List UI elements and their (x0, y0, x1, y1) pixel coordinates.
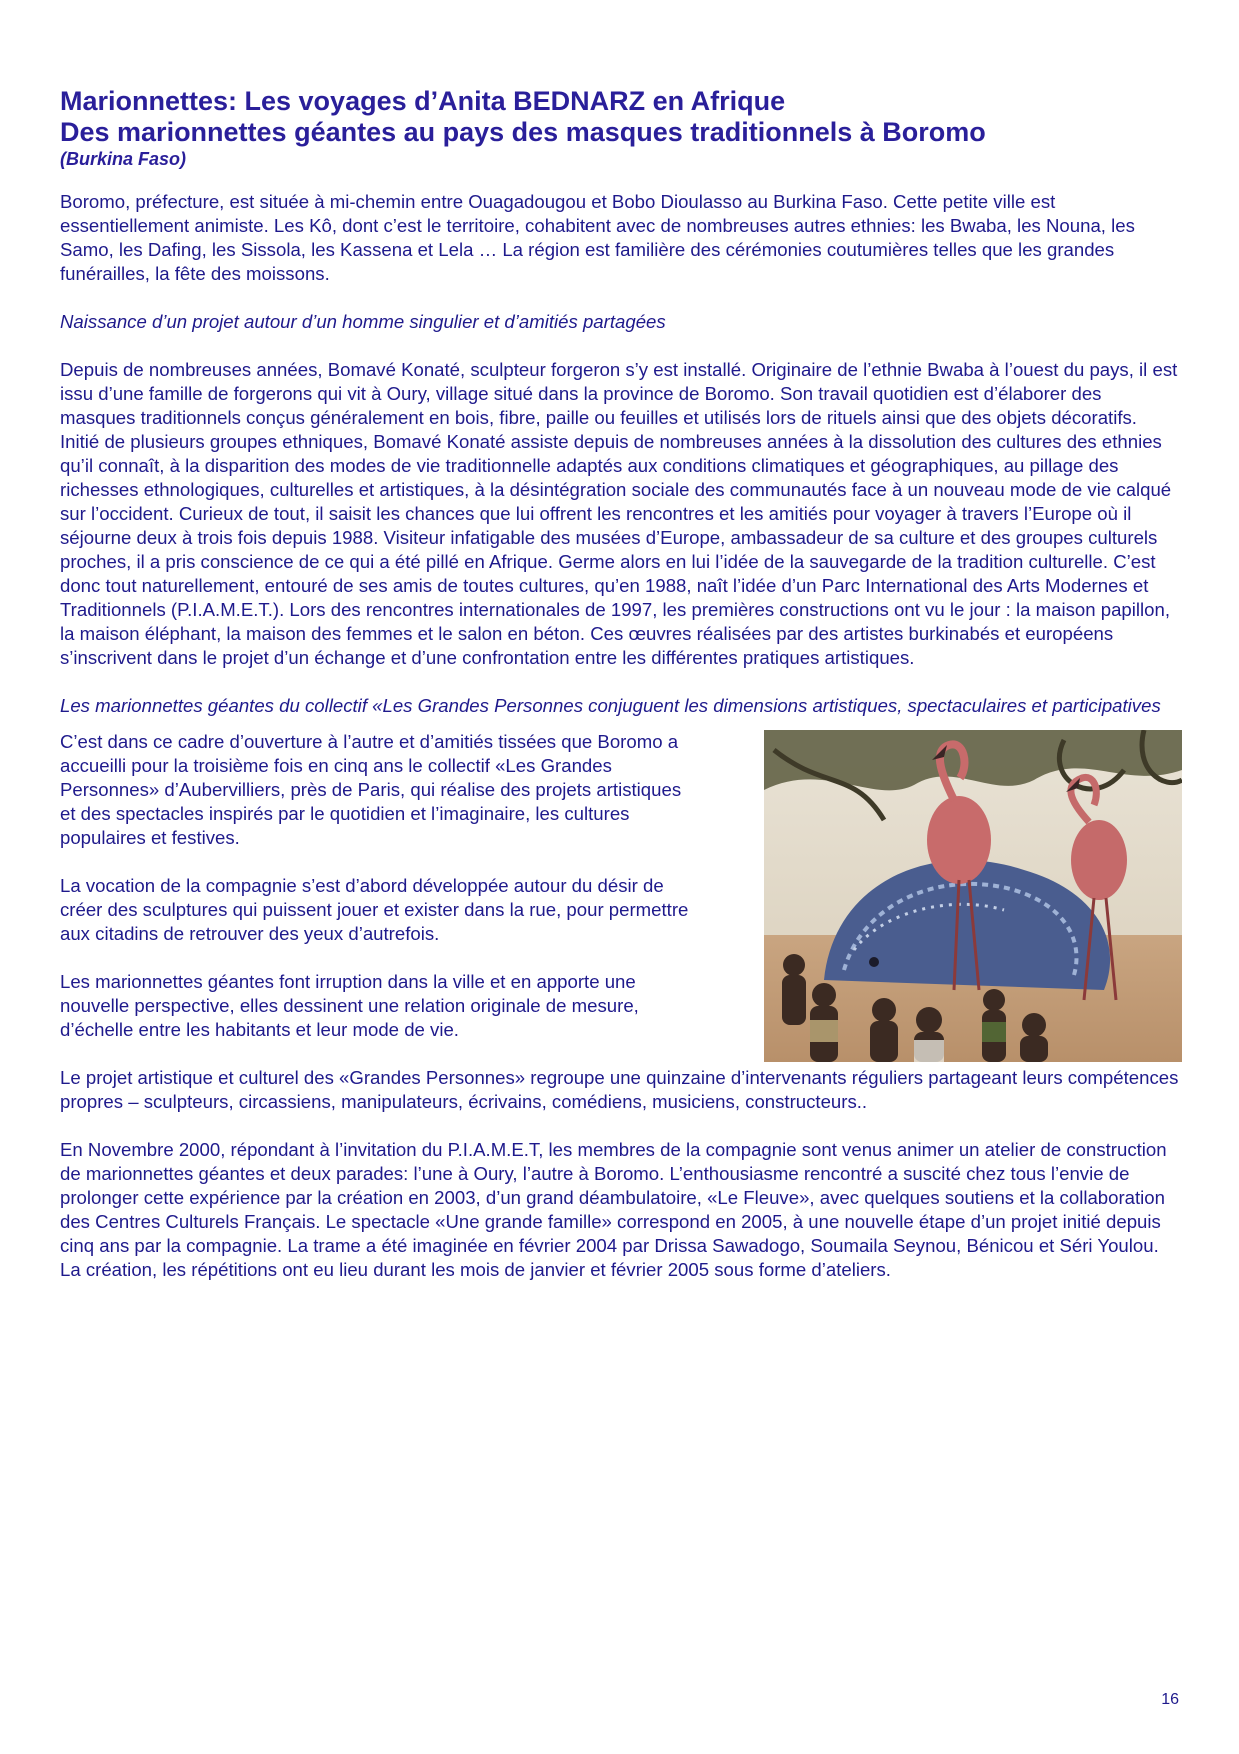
section1-paragraph1: Depuis de nombreuses années, Bomavé Konaté, sculpteur forgeron s’y est installé. Originaire de l’ethnie Bwaba à l’ouest du pays, il est issu d’une famille de forgerons qui vit à Oury, village situé dans la province de Boromo. Son travail quotidien est d’élaborer des masques traditionnels conçus généralement en bois, fibre, paille ou feuilles et utilisés lors de rituels ainsi que des objets décoratifs. (60, 359, 1178, 428)
text-with-photo (60, 730, 1182, 1042)
section2-heading: Les marionnettes géantes du collectif «Les Grandes Personnes conjuguent les dimensions artistiques, spectaculaires et participatives (60, 695, 1161, 716)
page-subtitle: (Burkina Faso) (60, 149, 187, 169)
section2-paragraph1: C’est dans ce cadre d’ouverture à l’autre et d’amitiés tissées que Boromo a accueilli pour la troisième fois en cinq ans le collectif «Les Grandes Personnes» d’Aubervilliers, près de Paris, qui réalise des projets artistiques et des spectacles inspirés par le quotidien et l’imaginaire, les cultures populaires et festives. (60, 731, 682, 848)
page-number: 16 (1161, 1691, 1179, 1708)
section1-heading: Naissance d’un projet autour d’un homme singulier et d’amitiés partagées (60, 311, 666, 332)
intro-paragraph: Boromo, préfecture, est située à mi-chemin entre Ouagadougou et Bobo Dioulasso au Burkina Faso. Cette petite ville est essentiellement animiste. Les Kô, dont c’est le territoire, cohabitent avec de nombreuses autres ethnies: les Bwaba, les Nouna, les Samo, les Dafing, les Sissola, les Kassena et Lela … La région est familière des cérémonies coutumières telles que les grandes funérailles, la fête des moissons. (60, 191, 1135, 284)
section2-paragraph5: En Novembre 2000, répondant à l’invitation du P.I.A.M.E.T, les membres de la compagnie sont venus animer un atelier de construction de marionnettes géantes et deux parades: l’une à Oury, l’autre à Boromo. L’enthousiasme rencontré a suscité chez tous l’envie de prolonger cette expérience par la création en 2003, d’un grand déambulatoire, «Le Fleuve», avec quelques soutiens et la collaboration des Centres Culturels Français. Le spectacle «Une grande famille» correspond en 2005, à une nouvelle étape d’un projet initié depuis cinq ans par la compagnie. La trame a été imaginée en février 2004 par Drissa Sawadogo, Soumaila Seynou, Bénicou et Séri Youlou. La création, les répétitions ont eu lieu durant les mois de janvier et février 2005 sous forme d’ateliers. (60, 1139, 1167, 1280)
page-title-line2: Des marionnettes géantes au pays des masques traditionnels à Boromo (60, 117, 986, 147)
document-page (60, 86, 1182, 1282)
section2-paragraph3: Les marionnettes géantes font irruption dans la ville et en apporte une nouvelle perspective, elles dessinent une relation originale de mesure, d’échelle entre les habitants et leur mode de vie. (60, 971, 639, 1040)
photo-giant-puppets-icon (764, 730, 1182, 1062)
section2-paragraph4: Le projet artistique et culturel des «Grandes Personnes» regroupe une quinzaine d’intervenants réguliers partageant leurs compétences propres – sculpteurs, circassiens, manipulateurs, écrivains, comédiens, musiciens, constructeurs.. (60, 1067, 1179, 1112)
section1-paragraph2: Initié de plusieurs groupes ethniques, Bomavé Konaté assiste depuis de nombreuses années à la dissolution des cultures des ethnies qu’il connaît, à la disparition des modes de vie traditionnelle adaptés aux conditions climatiques et géographiques, au pillage des richesses ethnologiques, culturelles et artistiques, à la désintégration sociale des communautés face à un nouveau mode de vie calqué sur l’occident. Curieux de tout, il saisit les chances que lui offrent les rencontres et les amitiés pour voyager à travers l’Europe où il séjourne deux à trois fois depuis 1988. Visiteur infatigable des musées d’Europe, ambassadeur de sa culture et des groupes culturels proches, il a pris conscience de ce qui a été pillé en Afrique. Germe alors en lui l’idée de la sauvegarde de la tradition culturelle. C’est donc tout naturellement, entouré de ses amis de toutes cultures, qu’en 1988, naît l’idée d’un Parc International des Arts Modernes et Traditionnels (P.I.A.M.E.T.). Lors des rencontres internationales de 1997, les premières constructions ont vu le jour : la maison papillon, la maison éléphant, la maison des femmes et le salon en béton. Ces œuvres réalisées par des artistes burkinabés et européens s’inscrivent dans le projet d’un échange et d’une confrontation entre les différentes pratiques artistiques. (60, 431, 1172, 668)
section2-paragraph2: La vocation de la compagnie s’est d’abord développée autour du désir de créer des sculptures qui puissent jouer et exister dans la rue, pour permettre aux citadins de retrouver des yeux d’autrefois. (60, 875, 689, 944)
page-title-line1: Marionnettes: Les voyages d’Anita BEDNARZ en Afrique (60, 86, 786, 116)
